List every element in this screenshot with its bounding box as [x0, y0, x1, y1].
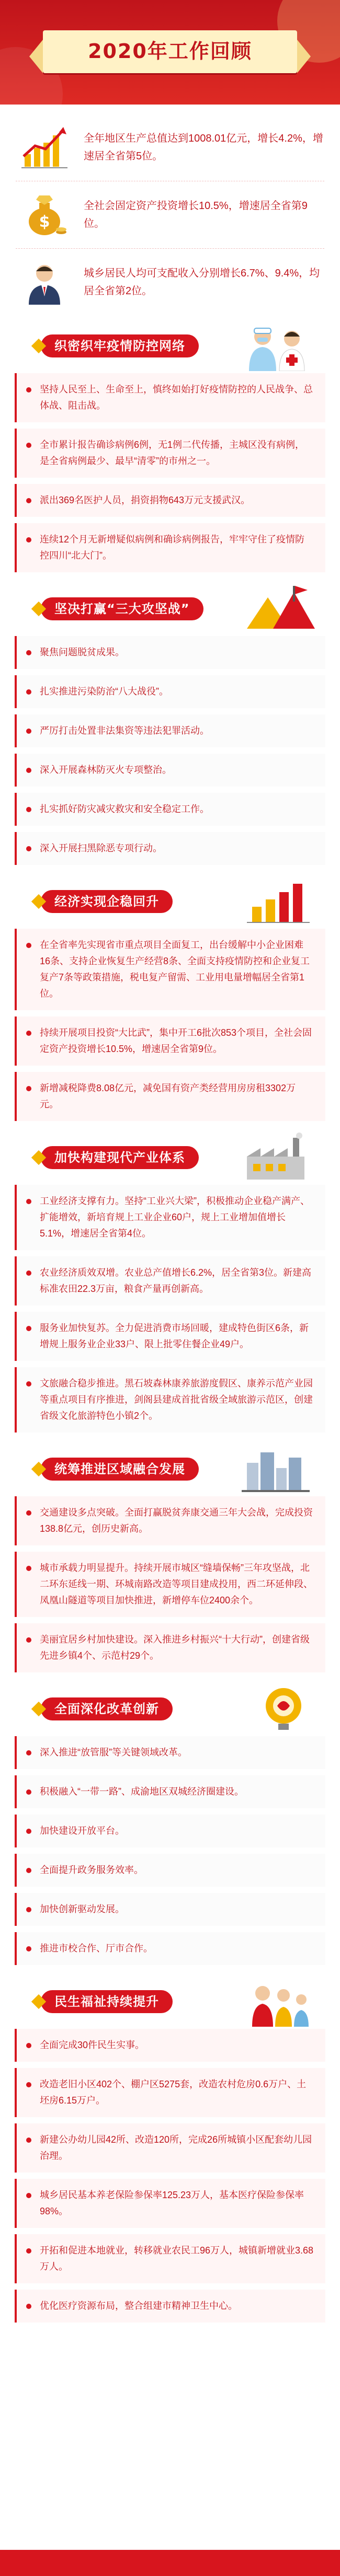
list-item: 服务业加快复苏。全力促进消费市场回暖，建成特色街区6条，新增规上服务业企业33户、限上批零住餐企业49户。: [15, 1312, 325, 1361]
section-epidemic: [0, 316, 340, 572]
list-item: 派出369名医护人员，捐资捐物643万元支援武汉。: [15, 484, 325, 517]
section-reform: [0, 1679, 340, 1965]
industry-icon: [231, 1130, 320, 1183]
list-item: 交通建设多点突破。全面打赢脱贫奔康交通三年大会战，完成投资138.8亿元，创历史新高。: [15, 1496, 325, 1545]
list-item: 开拓和促进本地就业，转移就业农民工96万人，城镇新增就业3.68万人。: [15, 2234, 325, 2283]
section-header: [15, 1127, 325, 1185]
list-item: 全面提升政务服务效率。: [15, 1854, 325, 1887]
footer-band: [0, 2550, 340, 2576]
list-item: 优化医疗资源布局，整合组建市精神卫生中心。: [15, 2290, 325, 2323]
list-item: 扎实推进污染防治“八大战役”。: [15, 675, 325, 708]
list-item: 新建公办幼儿园42所、改造120所，完成26所城镇小区配套幼儿园治理。: [15, 2123, 325, 2173]
section-title: 坚决打赢“三大攻坚战”: [41, 597, 203, 620]
city-icon: [231, 1442, 320, 1494]
list-item: 深入推进“放管服”等关键领域改革。: [15, 1736, 325, 1769]
section-header: [15, 1679, 325, 1736]
section-title: 民生福祉持续提升: [41, 1990, 173, 2013]
section-header: [15, 316, 325, 373]
list-item: 持续开展项目投资“大比武”，集中开工6批次853个项目，全社会固定资产投资增长10.5%，增速居全省第9位。: [15, 1016, 325, 1066]
list-item: 改造老旧小区402个、棚户区5275套，改造农村危房0.6万户、土坯房6.15万户。: [15, 2068, 325, 2117]
section-title: 经济实现企稳回升: [41, 890, 173, 913]
list-item: 严厉打击处置非法集资等违法犯罪活动。: [15, 714, 325, 747]
stat-investment: [16, 181, 324, 249]
section-header: [15, 1439, 325, 1496]
stat-income: [16, 249, 324, 316]
section-header: [15, 871, 325, 929]
stat-text: 城乡居民人均可支配收入分别增长6.7%、9.4%，均居全省第2位。: [84, 268, 320, 297]
section-title: 统筹推进区域融合发展: [41, 1458, 199, 1481]
list-item: 文旅融合稳步推进。黑石坡森林康养旅游度假区、康养示范产业园等重点项目有序推进，剑阁县建成首批省级全域旅游示范区，创建省级文化旅游特色小镇2个。: [15, 1367, 325, 1433]
list-item: 美丽宜居乡村加快建设。深入推进乡村振兴“十大行动”，创建省级先进乡镇4个、示范村29个。: [15, 1623, 325, 1672]
hero-banner: [0, 0, 340, 105]
section-header: [15, 1971, 325, 2029]
list-item: 工业经济支撑有力。坚持“工业兴大梁”，积极推动企业稳产满产、扩能增效，新培育规上工业企业60户，规上工业增加值增长5.1%，增速居全省第4位。: [15, 1185, 325, 1250]
medical-staff-icon: [231, 319, 320, 371]
list-item: 全面完成30件民生实事。: [15, 2029, 325, 2062]
worker-icon: [16, 257, 73, 307]
section-title: 加快构建现代产业体系: [41, 1146, 199, 1169]
key-stats: [0, 105, 340, 316]
money-bag-icon: [16, 190, 73, 240]
section-three-battles: [0, 579, 340, 865]
growth-chart-icon: [231, 874, 320, 927]
list-item: 扎实抓好防灾减灾救灾和安全稳定工作。: [15, 793, 325, 826]
list-item: 深入开展森林防灭火专项整治。: [15, 754, 325, 787]
section-title: 全面深化改革创新: [41, 1697, 173, 1720]
innovation-icon: [231, 1682, 320, 1734]
list-item: 坚持人民至上、生命至上，慎终如始打好疫情防控的人民战争、总体战、阻击战。: [15, 373, 325, 422]
stat-text: 全年地区生产总值达到1008.01亿元，增长4.2%，增速居全省第5位。: [84, 133, 323, 162]
section-header: [15, 579, 325, 636]
list-item: 城市承载力明显提升。持续开展市城区“缝墙保畅”三年攻坚战，北二环东延线一期、环城南路改造等项目建成投用，西二环延伸段、凤凰山隧道等项目加快推进，新增停车位2400余个。: [15, 1552, 325, 1617]
stat-gdp: [16, 114, 324, 181]
section-economy: [0, 871, 340, 1121]
list-item: 在全省率先实现省市重点项目全面复工，出台缓解中小企业困难16条、支持企业恢复生产经营8条、全面支持疫情防控和企业复工复产7条等政策措施，税电复产留需、工业用电量增幅居全省第1位。: [15, 929, 325, 1010]
list-item: 全市累计报告确诊病例6例，无1例二代传播，主城区没有病例，是全省病例最少、最早“清零”的市州之一。: [15, 429, 325, 478]
list-item: 连续12个月无新增疑似病例和确诊病例报告，牢牢守住了疫情防控四川“北大门”。: [15, 523, 325, 572]
section-regional: [0, 1439, 340, 1672]
list-item: 新增减税降费8.08亿元，减免国有资产类经营用房房租3302万元。: [15, 1072, 325, 1121]
people-icon: [231, 1974, 320, 2027]
list-item: 聚焦问题脱贫成果。: [15, 636, 325, 669]
list-item: 推进市校合作、厅市合作。: [15, 1932, 325, 1965]
list-item: 城乡居民基本养老保险参保率125.23万人，基本医疗保险参保率98%。: [15, 2179, 325, 2228]
section-industry: [0, 1127, 340, 1433]
stat-text: 全社会固定资产投资增长10.5%，增速居全省第9位。: [84, 200, 308, 229]
svg-text:$: $: [39, 213, 50, 231]
section-title: 织密织牢疫情防控网络: [41, 334, 199, 357]
list-item: 加快创新驱动发展。: [15, 1893, 325, 1926]
list-item: 农业经济质效双增。农业总产值增长6.2%，居全省第3位。新建高标准农田22.3万亩，粮食产量再创新高。: [15, 1256, 325, 1306]
list-item: 积极融入“一带一路”、成渝地区双城经济圈建设。: [15, 1775, 325, 1808]
rising-chart-icon: [16, 122, 73, 172]
list-item: 深入开展扫黑除恶专项行动。: [15, 832, 325, 865]
page-title: 2020年工作回顾: [88, 40, 252, 63]
section-livelihood: [0, 1971, 340, 2323]
list-item: 加快建设开放平台。: [15, 1815, 325, 1847]
battle-icon: [231, 582, 320, 634]
